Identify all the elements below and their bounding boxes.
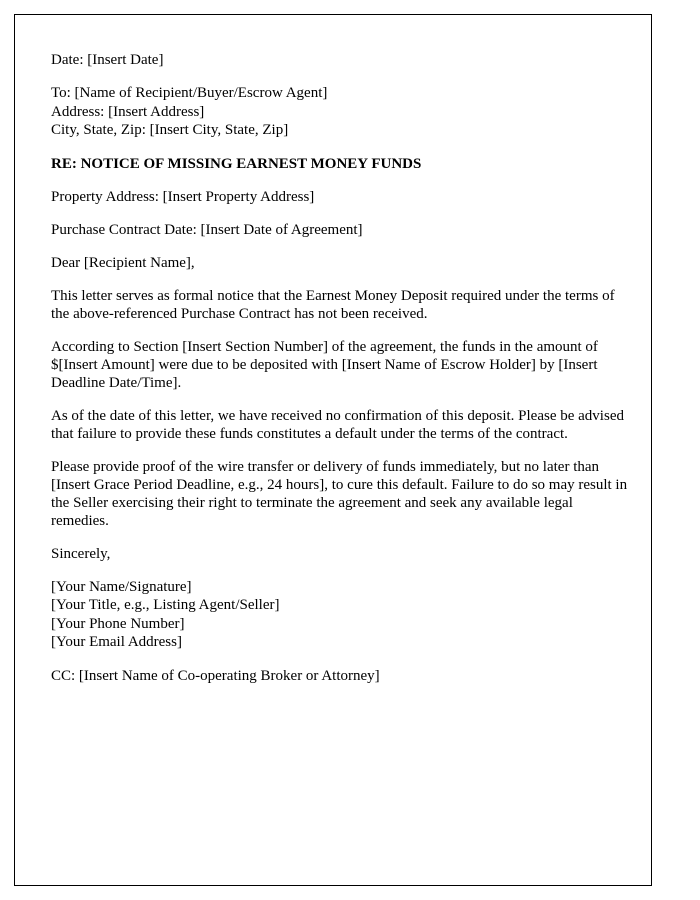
signature-title-line: [Your Title, e.g., Listing Agent/Seller] (51, 597, 280, 613)
subject-line: RE: NOTICE OF MISSING EARNEST MONEY FUNDS (51, 155, 422, 172)
contract-date-line: Purchase Contract Date: [Insert Date of Agreement] (51, 221, 363, 238)
recipient-block (51, 84, 629, 140)
signature-name-line: [Your Name/Signature] (51, 578, 192, 595)
date-line: Date: [Insert Date] (51, 52, 164, 68)
letter-page (14, 14, 652, 886)
recipient-city-state-zip-line: City, State, Zip: [Insert City, State, Zip] (51, 122, 289, 138)
body-paragraph-1: This letter serves as formal notice that the Earnest Money Deposit required under the terms of the above-referenced Purchase Contract has not been received. (51, 287, 615, 322)
signature-block (51, 578, 629, 652)
signature-phone-line: [Your Phone Number] (51, 615, 185, 632)
property-address-line: Property Address: [Insert Property Address] (51, 188, 315, 205)
recipient-address-line: Address: [Insert Address] (51, 103, 205, 120)
body-paragraph-4: Please provide proof of the wire transfer or delivery of funds immediately, but no later than [Insert Grace Period Deadline, e.g., 24 hours], to cure this default. Failure to do so may result in the Seller exercising their right to terminate the agreement and seek any available legal remedies. (51, 458, 628, 529)
recipient-to-line: To: [Name of Recipient/Buyer/Escrow Agent] (51, 85, 328, 101)
body-paragraph-3: As of the date of this letter, we have received no confirmation of this deposit. Please be advised that failure to provide these funds constitutes a default under the terms of the contract. (51, 407, 624, 442)
salutation-line: Dear [Recipient Name], (51, 254, 195, 271)
cc-line: CC: [Insert Name of Co-operating Broker or Attorney] (51, 667, 380, 684)
signature-email-line: [Your Email Address] (51, 634, 182, 650)
body-paragraph-2: According to Section [Insert Section Number] of the agreement, the funds in the amount of $[Insert Amount] were due to be deposited with [Insert Name of Escrow Holder] by [Insert Deadline Date/Time]. (51, 338, 598, 391)
closing-line: Sincerely, (51, 545, 111, 562)
